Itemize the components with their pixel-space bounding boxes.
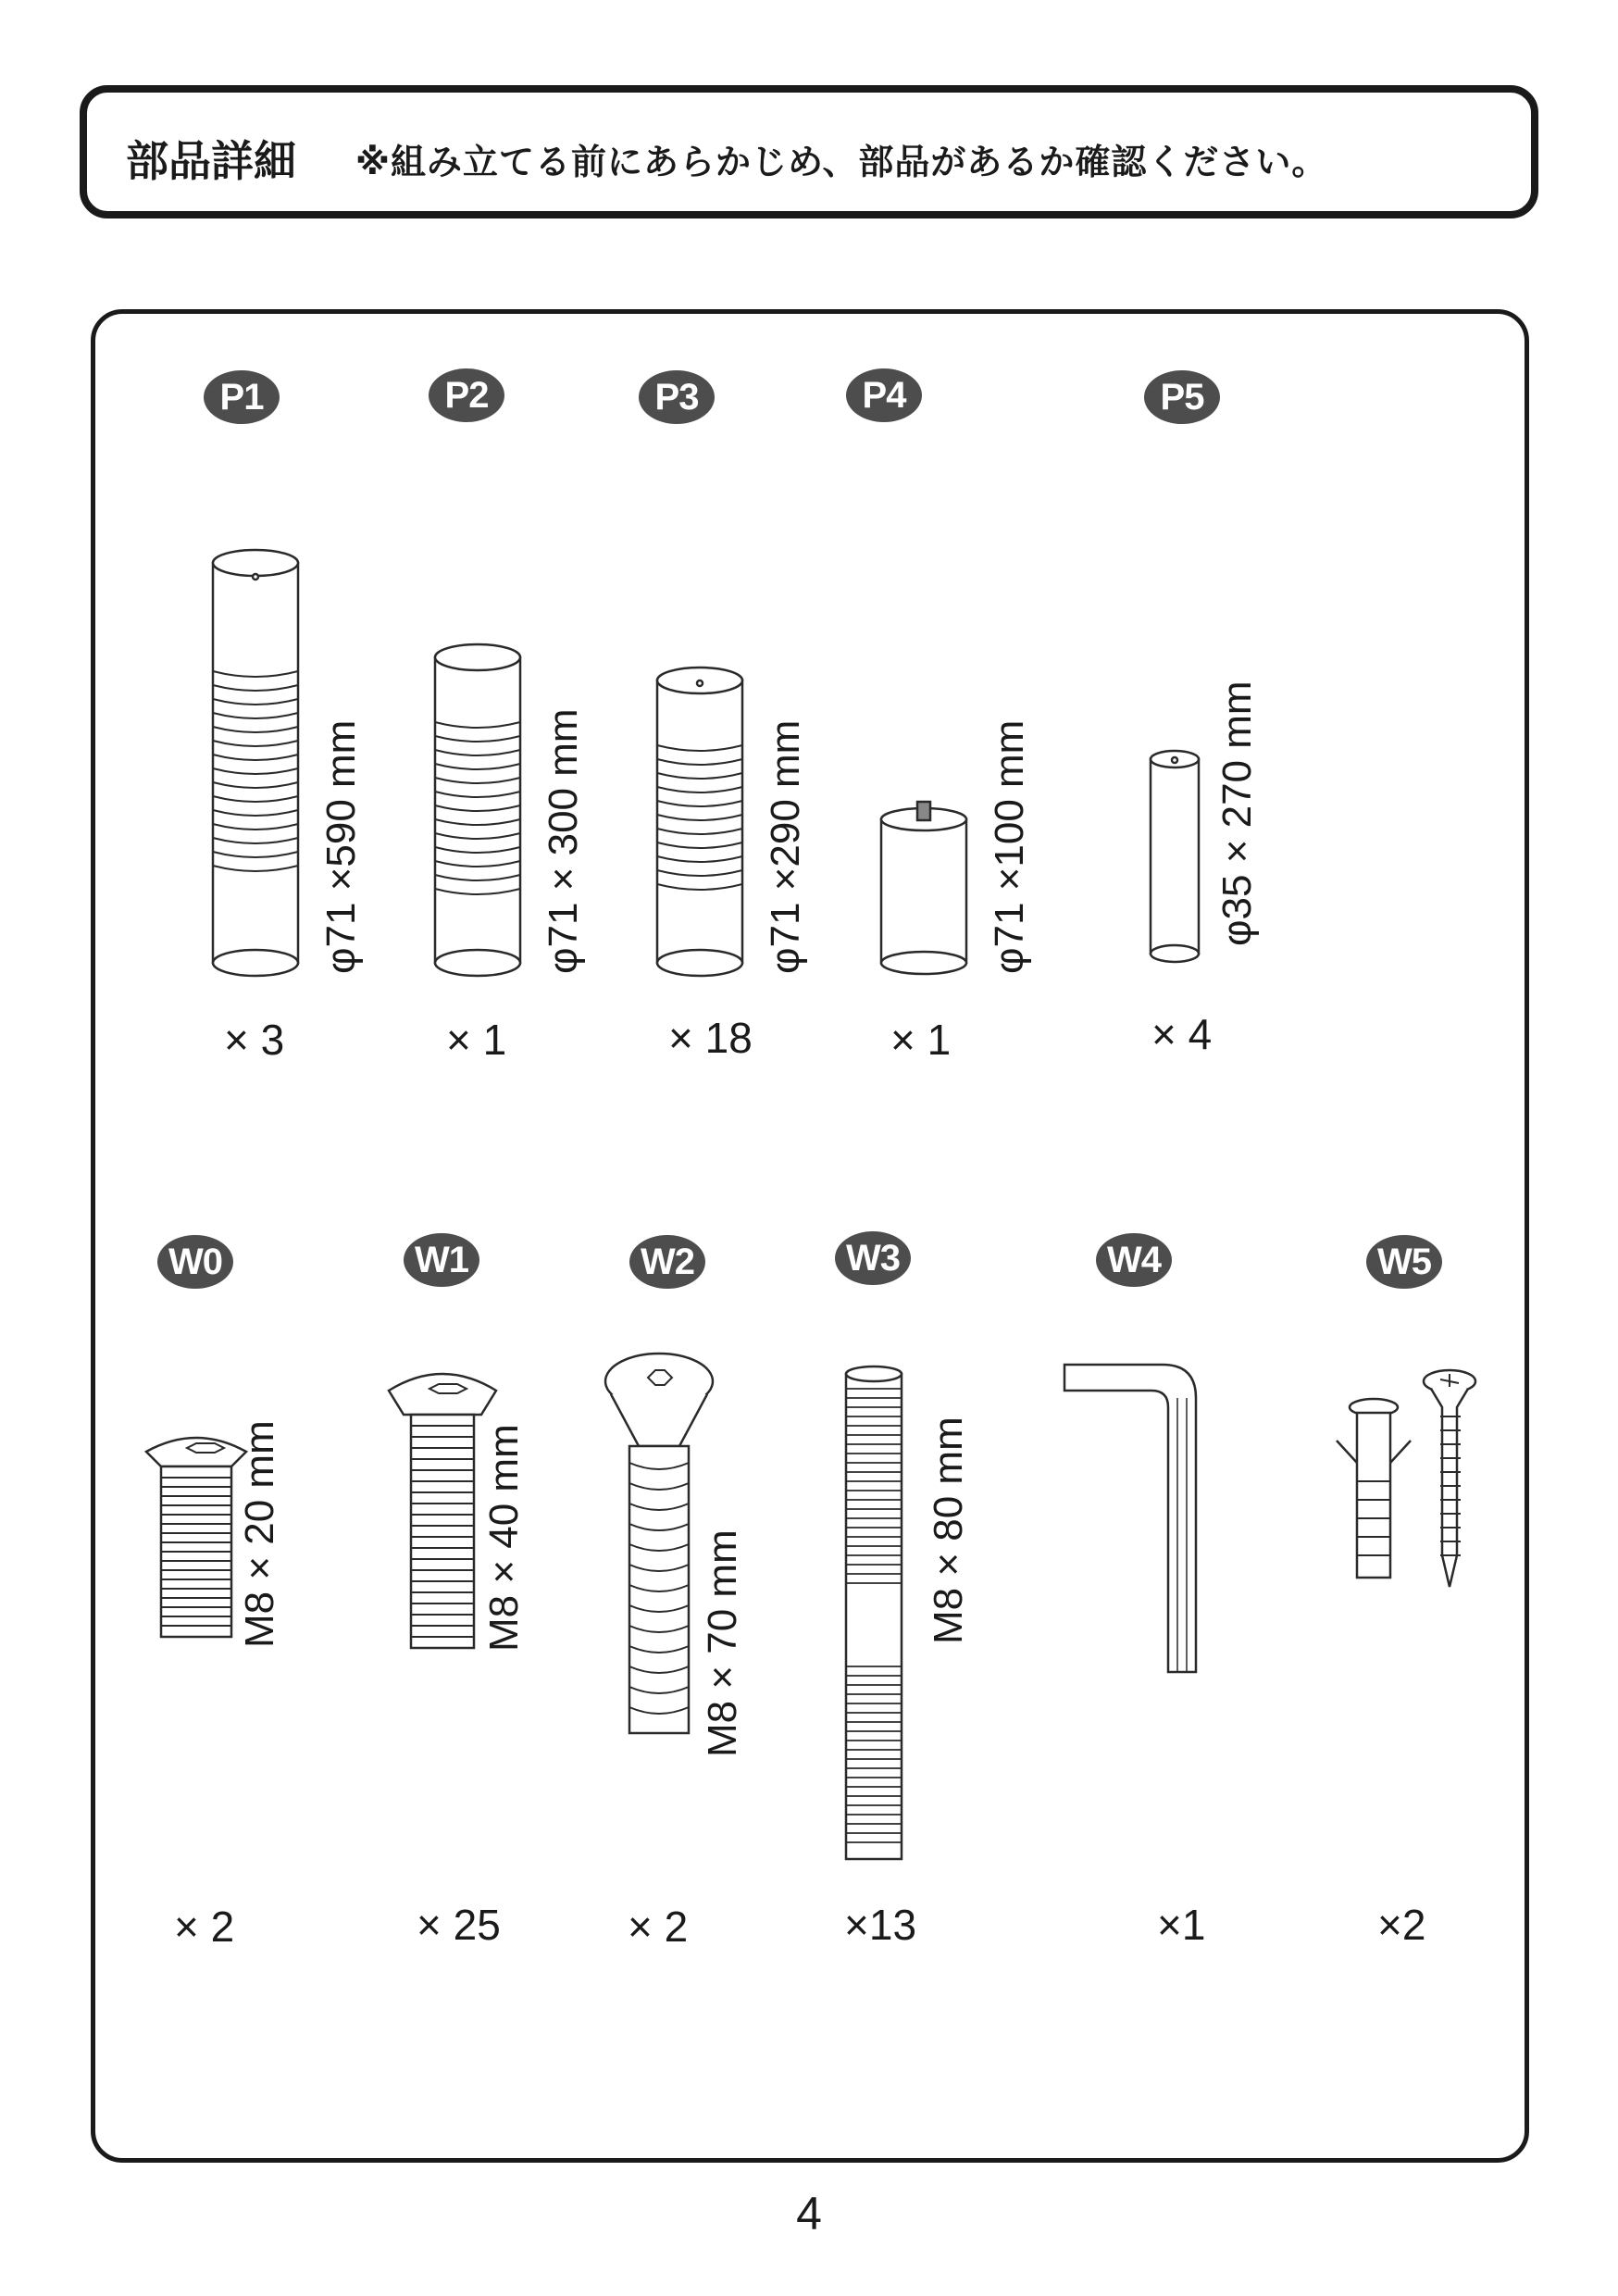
part-badge-w2: W2 bbox=[629, 1235, 705, 1289]
page-number: 4 bbox=[796, 2188, 822, 2240]
w1-screw-illustration bbox=[389, 1374, 496, 1648]
w4-hex-key-illustration bbox=[1064, 1365, 1196, 1672]
p5-rod-illustration bbox=[1151, 751, 1199, 962]
quantity-p4: × 1 bbox=[890, 1016, 952, 1064]
p3-cylinder-illustration bbox=[657, 668, 742, 976]
section-title: 部品詳細 bbox=[126, 136, 296, 186]
p4-cylinder-illustration bbox=[881, 802, 966, 974]
part-badge-p5: P5 bbox=[1144, 370, 1220, 424]
w2-screw-illustration bbox=[605, 1354, 713, 1733]
quantity-p5: × 4 bbox=[1151, 1010, 1213, 1058]
dimension-label-w3: M8 × 80 mm bbox=[926, 1416, 971, 1644]
part-badge-w0: W0 bbox=[157, 1235, 233, 1289]
quantity-p1: × 3 bbox=[224, 1016, 285, 1064]
check-parts-note: ※組み立てる前にあらかじめ、部品があるか確認ください。 bbox=[355, 142, 1328, 182]
part-badge-p3: P3 bbox=[639, 370, 715, 424]
quantity-w2: × 2 bbox=[628, 1903, 689, 1951]
dimension-label-p5: φ35 × 270 mm bbox=[1214, 680, 1260, 946]
w3-threaded-rod-illustration bbox=[846, 1366, 902, 1859]
dimension-label-p4: φ71 ×100 mm bbox=[987, 719, 1032, 974]
quantity-w1: × 25 bbox=[417, 1901, 501, 1949]
part-badge-p2: P2 bbox=[429, 368, 504, 422]
part-badge-p4: P4 bbox=[846, 368, 922, 422]
dimension-label-w1: M8 × 40 mm bbox=[481, 1424, 527, 1652]
p2-cylinder-illustration bbox=[435, 644, 520, 976]
part-badge-w5: W5 bbox=[1366, 1235, 1442, 1289]
part-badge-w1: W1 bbox=[404, 1233, 479, 1287]
part-badge-w3: W3 bbox=[835, 1231, 911, 1285]
quantity-w5: ×2 bbox=[1377, 1901, 1426, 1949]
quantity-p2: × 1 bbox=[446, 1016, 507, 1064]
dimension-label-w0: M8 × 20 mm bbox=[237, 1420, 282, 1648]
quantity-w4: ×1 bbox=[1157, 1901, 1206, 1949]
part-badge-p1: P1 bbox=[204, 370, 280, 424]
dimension-label-p3: φ71 ×290 mm bbox=[763, 719, 808, 974]
dimension-label-p1: φ71 ×590 mm bbox=[318, 719, 364, 974]
w0-screw-illustration bbox=[146, 1438, 246, 1637]
quantity-w3: ×13 bbox=[844, 1901, 917, 1949]
quantity-p3: × 18 bbox=[668, 1014, 753, 1062]
w5-anchor-and-screw-illustration bbox=[1337, 1370, 1475, 1587]
p1-cylinder-illustration bbox=[213, 550, 298, 976]
quantity-w0: × 2 bbox=[174, 1903, 235, 1951]
dimension-label-p2: φ71 × 300 mm bbox=[541, 708, 586, 974]
dimension-label-w2: M8 × 70 mm bbox=[700, 1529, 745, 1757]
part-badge-w4: W4 bbox=[1096, 1233, 1172, 1287]
